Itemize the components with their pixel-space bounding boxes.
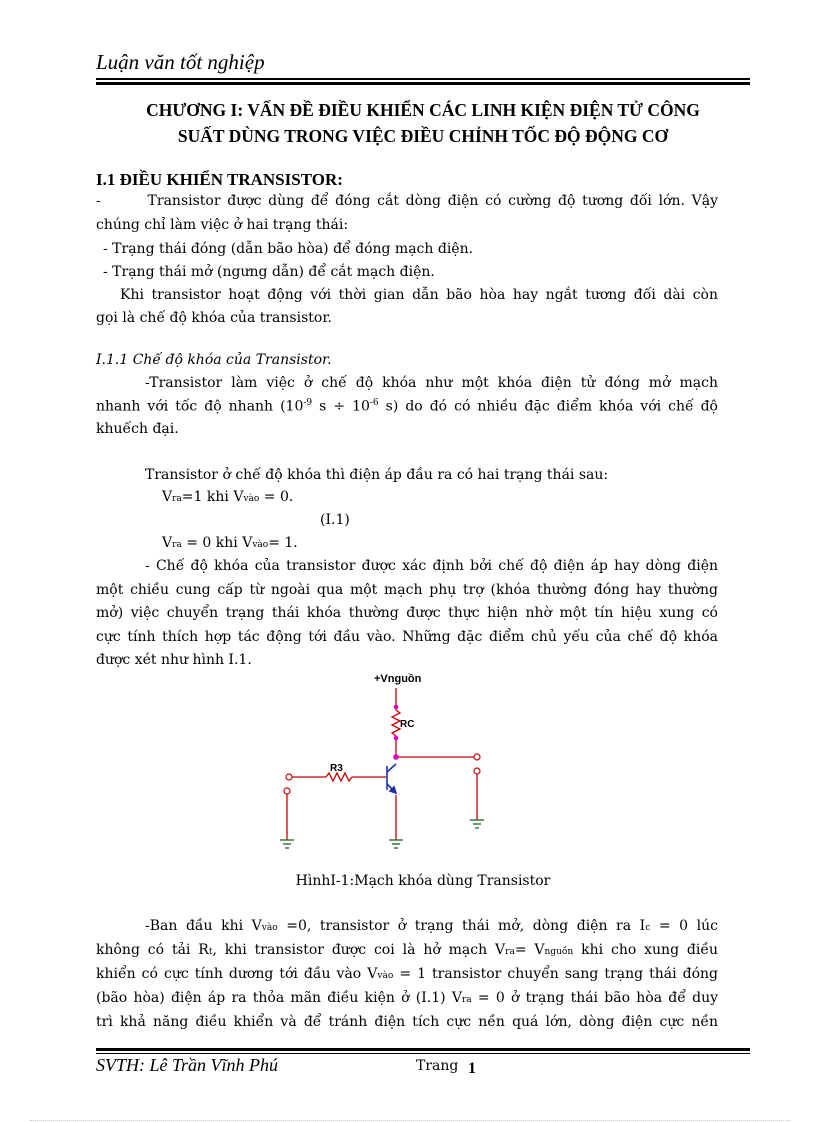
section-paragraph-line: - Transistor được dùng để đóng cắt dòng điện có cường độ tương đối lớn. Vậy: [96, 193, 718, 209]
supply-label: +Vnguồn: [374, 673, 422, 685]
body-paragraph-line: không có tải Rt, khi transistor được coi là hở mạch Vra= Vnguồn khi cho xung điều: [96, 942, 718, 958]
subsection-paragraph-line: -Transistor làm việc ở chế độ khóa như một khóa điện tử đóng mở mạch: [145, 375, 718, 391]
r3-label: R3: [330, 763, 343, 774]
npn-transistor-icon: [387, 764, 396, 793]
body-paragraph-line: trì khả năng điều khiển và để tránh điện tích cực nền quá lớn, dòng điện cực nền: [96, 1014, 718, 1030]
rc-label: RC: [400, 719, 415, 730]
rc-node-bottom: [394, 736, 399, 741]
footer-rule-thin: [96, 1053, 750, 1054]
output-ground-terminal: [474, 768, 480, 774]
input-terminal: [286, 774, 292, 780]
footer-page-label: Trang: [416, 1058, 459, 1074]
chapter-title-line-2: SUẤT DÙNG TRONG VIỆC ĐIỀU CHỈNH TỐC ĐỘ ĐỘNG CƠ: [177, 126, 669, 146]
section-heading: I.1 ĐIỀU KHIỂN TRANSISTOR:: [96, 170, 343, 189]
output-terminal: [474, 754, 480, 760]
equation-line-2: Vra = 0 khi Vvào= 1.: [162, 535, 298, 551]
body-paragraph-line: (bão hòa) điện áp ra thỏa mãn điều kiện ở (I.1) Vra = 0 ở trạng thái bão hòa để duy: [96, 990, 718, 1006]
subsection-paragraph-line: - Chế độ khóa của transistor được xác định bởi chế độ điện áp hay dòng điện: [145, 558, 718, 574]
transistor-switch-circuit-diagram: [260, 664, 520, 864]
header-rule-thick: [96, 82, 750, 85]
equation-line-1: Vra=1 khi Vvào = 0.: [162, 489, 294, 505]
collector-node: [393, 754, 399, 760]
subsection-paragraph-line: Transistor ở chế độ khóa thì điện áp đầu ra có hai trạng thái sau:: [145, 467, 609, 483]
ground-icon: [470, 820, 484, 828]
document-header-title: Luận văn tốt nghiệp: [96, 50, 265, 74]
section-paragraph-line: chúng chỉ làm việc ở hai trạng thái:: [96, 217, 349, 233]
bullet-open-state: - Trạng thái mở (ngưng dẫn) để cắt mạch điện.: [103, 264, 435, 280]
equation-number: (I.1): [320, 512, 350, 528]
r3-resistor: [326, 773, 352, 781]
subsection-heading: I.1.1 Chế độ khóa của Transistor.: [96, 352, 332, 368]
body-paragraph-line: -Ban đầu khi Vvào =0, transistor ở trạng thái mở, dòng điện ra Ic = 0 lúc: [145, 918, 718, 934]
rc-resistor: [392, 710, 400, 736]
ground-icon: [389, 840, 403, 848]
subsection-paragraph-line: khuếch đại.: [96, 421, 179, 437]
bullet-closed-state: - Trạng thái đóng (dẫn bão hòa) để đóng mạch điện.: [103, 241, 474, 257]
footer-author: SVTH: Lê Trần Vĩnh Phú: [96, 1055, 279, 1075]
figure-caption: HìnhI-1:Mạch khóa dùng Transistor: [295, 873, 551, 889]
subsection-paragraph-line: cực tính thích hợp tác động tới đầu vào. Những đặc điểm chủ yếu của chế độ khóa: [96, 629, 718, 645]
chapter-title-line-1: CHƯƠNG I: VẤN ĐỀ ĐIỀU KHIỂN CÁC LINH KIỆN ĐIỆN TỬ CÔNG: [146, 100, 700, 120]
input-ground-terminal: [284, 788, 290, 794]
section-paragraph-line: Khi transistor hoạt động với thời gian dẫn bão hòa hay ngắt tương đối dài còn: [120, 287, 718, 303]
body-paragraph-line: khiển có cực tính dương tới đầu vào Vvào = 1 transistor chuyển sang trạng thái đóng: [96, 966, 718, 982]
header-rule-thin: [96, 78, 750, 80]
section-paragraph-line: gọi là chế độ khóa của transistor.: [96, 310, 332, 326]
circuit-wires: [287, 688, 477, 840]
subsection-paragraph-line: nhanh với tốc độ nhanh ($10^{-9}$ $s \div 10^{-6}$ s) do đó có nhiều đặc điểm khóa với chế độ: [96, 398, 718, 415]
page-bottom-dotted-border: [30, 1120, 790, 1121]
rc-node-top: [394, 705, 399, 710]
subsection-paragraph-line: mở) việc chuyển trạng thái khóa thường được thực hiện nhờ một tín hiệu xung có: [96, 605, 718, 621]
ground-icon: [280, 840, 294, 848]
subsection-paragraph-line: một chiều cung cấp từ ngoài qua một mạch phụ trợ (khóa thường đóng hay thường: [96, 582, 718, 598]
subsection-paragraph-line: được xét như hình I.1.: [96, 652, 252, 668]
footer-page-number: 1: [468, 1060, 476, 1077]
footer-rule-thick: [96, 1048, 750, 1051]
